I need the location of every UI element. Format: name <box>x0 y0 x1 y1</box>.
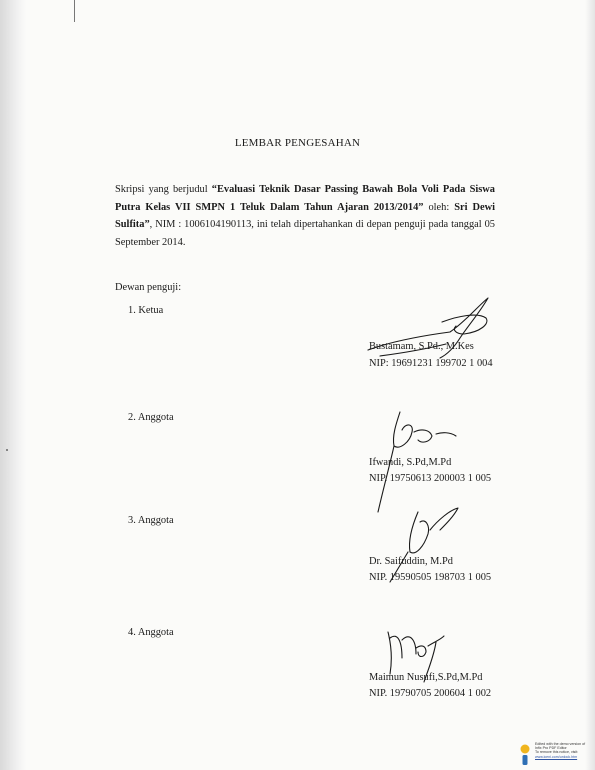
infix-watermark <box>518 742 593 768</box>
scan-shadow-left <box>0 0 26 770</box>
approval-paragraph <box>115 181 495 251</box>
examiner-1-name: Bustamam, S.Pd., M.Kes <box>369 341 474 352</box>
scan-speck <box>6 449 8 451</box>
watermark-line-3: To remove this notice, visit: <box>535 750 579 755</box>
watermark-line-1: Edited with the demo version of <box>535 742 586 746</box>
examiner-2-role: 2. Anggota <box>128 412 174 423</box>
examiner-3-role: 3. Anggota <box>128 515 174 526</box>
scan-shadow-right <box>585 0 595 770</box>
examiner-3-name: Dr. Saifuddin, M.Pd <box>369 556 453 567</box>
examiners-heading: Dewan penguji: <box>115 282 182 293</box>
by-text: oleh: <box>423 201 455 213</box>
examiner-1-nip: NIP: 19691231 199702 1 004 <box>369 358 493 369</box>
intro-suffix: , NIM : 1006104190113, ini telah dipertahankan di depan penguji pada tanggal 05 September 2014. <box>115 219 495 248</box>
examiner-4-name: Maimun Nusufi,S.Pd,M.Pd <box>369 672 483 683</box>
watermark-line-2: Infix Pro PDF Editor <box>535 746 567 751</box>
examiner-2-nip: NIP. 19750613 200003 1 005 <box>369 473 492 484</box>
examiner-4-role: 4. Anggota <box>128 627 174 638</box>
watermark-line-4[interactable]: www.iceni.com/unlock.htm <box>535 754 578 759</box>
thesis-title: “Evaluasi Teknik Dasar Passing Bawah Bola Voli Pada Siswa Putra Kelas VII SMPN 1 Teluk Dalam Tahun Ajaran 2013/2014” <box>115 184 495 213</box>
author-name: Sri Dewi Sulfita” <box>115 201 495 231</box>
examiner-1-role: 1. Ketua <box>128 305 164 316</box>
examiner-2-name: Ifwandi, S.Pd,M.Pd <box>369 457 452 468</box>
scan-mark <box>74 0 75 22</box>
examiner-4-nip: NIP. 19790705 200604 1 002 <box>369 688 492 699</box>
intro-prefix: Skripsi yang berjudul <box>115 184 212 195</box>
page-title: LEMBAR PENGESAHAN <box>234 137 361 149</box>
infix-logo-icon <box>518 744 532 766</box>
examiner-3-nip: NIP. 19590505 198703 1 005 <box>369 572 492 583</box>
watermark-text <box>535 742 593 759</box>
